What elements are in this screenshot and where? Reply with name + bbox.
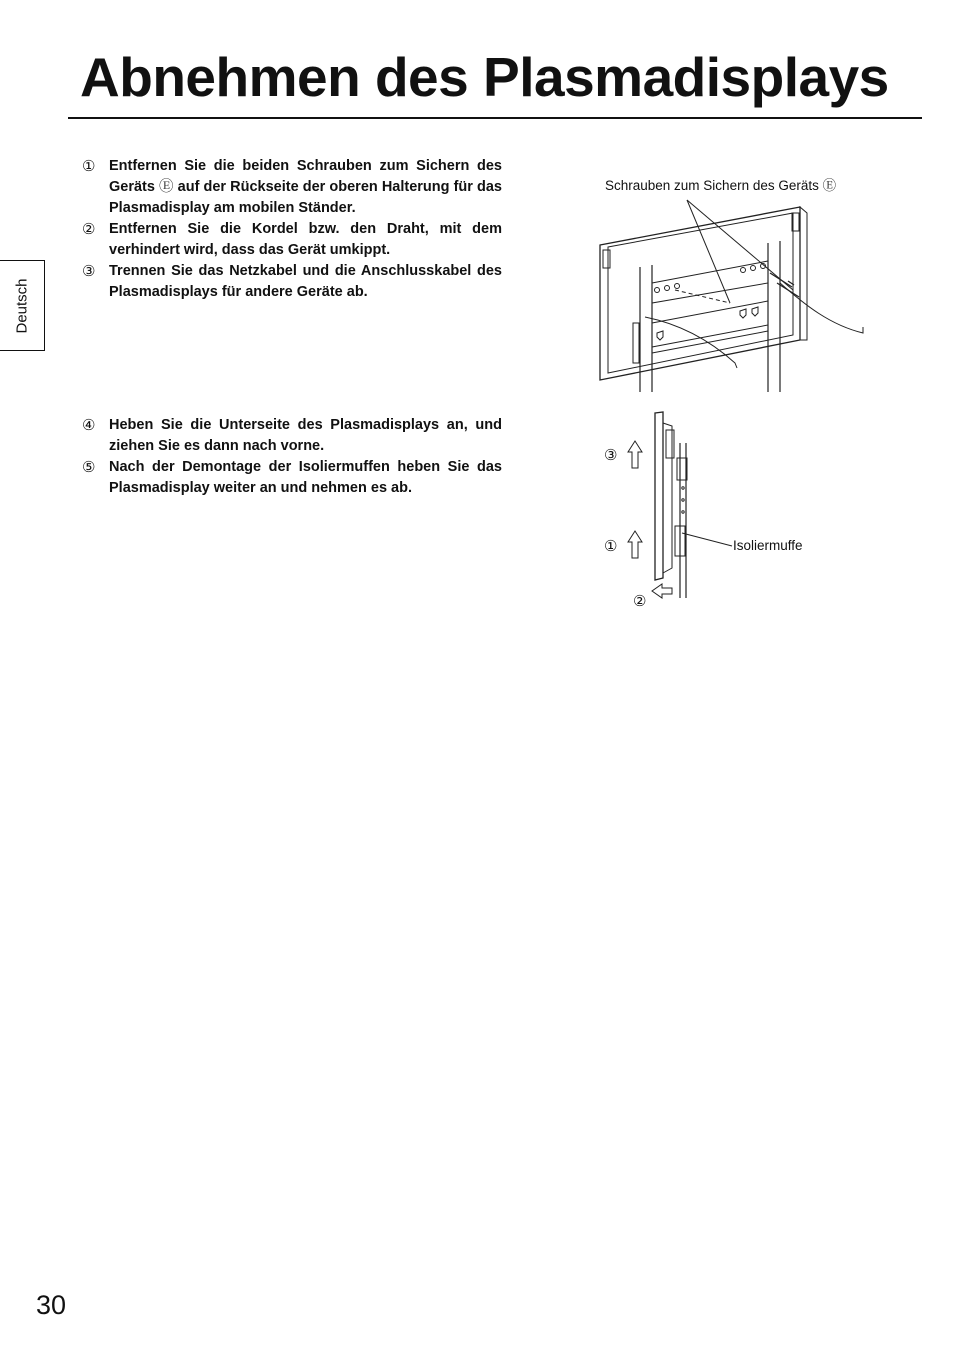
- figure-1-caption: Schrauben zum Sichern des Geräts Ⓔ: [605, 178, 837, 193]
- figure-2-label-2: ②: [633, 593, 647, 610]
- post-hole: [682, 511, 684, 513]
- up-arrow-icon: [628, 531, 642, 558]
- bracket-hook: [740, 309, 746, 318]
- step-text: Nach der Demontage der Isoliermuffen heben Sie das Plasmadisplay weiter an und nehmen es ab.: [109, 459, 502, 496]
- page-number: 30: [36, 1290, 67, 1320]
- tether-wire: [780, 283, 863, 333]
- step-item: [82, 156, 502, 219]
- callout-line: [687, 200, 730, 303]
- step-text: Heben Sie die Unterseite des Plasmadisplays an, und ziehen Sie es dann nach vorne.: [109, 417, 502, 454]
- bracket-hole: [741, 268, 746, 273]
- display-handle: [666, 430, 674, 458]
- step-text: Entfernen Sie die Kordel bzw. den Draht, mit dem verhindert wird, dass das Gerät umkippt.: [109, 221, 502, 258]
- step-text-pre: Entfernen Sie die beiden Schrauben zum Sichern des Geräts: [109, 158, 502, 195]
- post-hole: [682, 487, 684, 489]
- bracket-hook: [752, 307, 758, 316]
- corner-bracket: [603, 250, 610, 268]
- language-side-tab: [0, 260, 45, 351]
- steps-list-b: [82, 415, 502, 499]
- display-profile: [655, 412, 663, 580]
- marker-e: Ⓔ: [159, 179, 174, 195]
- tether-wire: [645, 317, 737, 368]
- step-item: [82, 261, 502, 303]
- step-text-post: auf der Rückseite der oberen Halterung für das Plasmadisplay am mobilen Ständer.: [109, 179, 502, 216]
- figure-2-caption: Isoliermuffe: [733, 538, 803, 553]
- step-number: ③: [82, 263, 96, 280]
- title-rule: [68, 117, 922, 119]
- display-side: [800, 207, 807, 340]
- bracket-hole: [751, 266, 756, 271]
- display-inner-frame: [608, 213, 793, 373]
- step-number: ⑤: [82, 459, 96, 476]
- callout-line: [687, 200, 793, 290]
- display-side-illustration: [620, 408, 740, 600]
- figure-2-label-1: ①: [604, 538, 618, 555]
- caption-leader: [682, 533, 732, 546]
- step-text: [109, 156, 502, 219]
- figure-2-label-3: ③: [604, 447, 618, 464]
- left-arrow-icon: [652, 584, 672, 598]
- display-rear-illustration: [595, 195, 875, 395]
- step-number: ①: [82, 158, 96, 175]
- display-back: [663, 423, 672, 573]
- dashed-hidden-line: [675, 290, 730, 303]
- up-arrow-icon: [628, 441, 642, 468]
- bracket-hole: [675, 284, 680, 289]
- steps-list-a: [82, 156, 502, 303]
- step-number: ②: [82, 221, 96, 238]
- bracket-hole: [665, 286, 670, 291]
- language-label: Deutsch: [13, 277, 31, 334]
- step-item: [82, 219, 502, 261]
- step-item: [82, 457, 502, 499]
- page-title: Abnehmen des Plasmadisplays: [80, 46, 889, 108]
- side-cable-cover: [633, 323, 639, 363]
- post-hole: [682, 499, 684, 501]
- step-item: [82, 415, 502, 457]
- step-text: Trennen Sie das Netzkabel und die Anschlusskabel des Plasmadisplays für andere Geräte ab.: [109, 263, 502, 300]
- bracket-hole: [655, 288, 660, 293]
- step-number: ④: [82, 417, 96, 434]
- bracket-hook: [657, 331, 663, 340]
